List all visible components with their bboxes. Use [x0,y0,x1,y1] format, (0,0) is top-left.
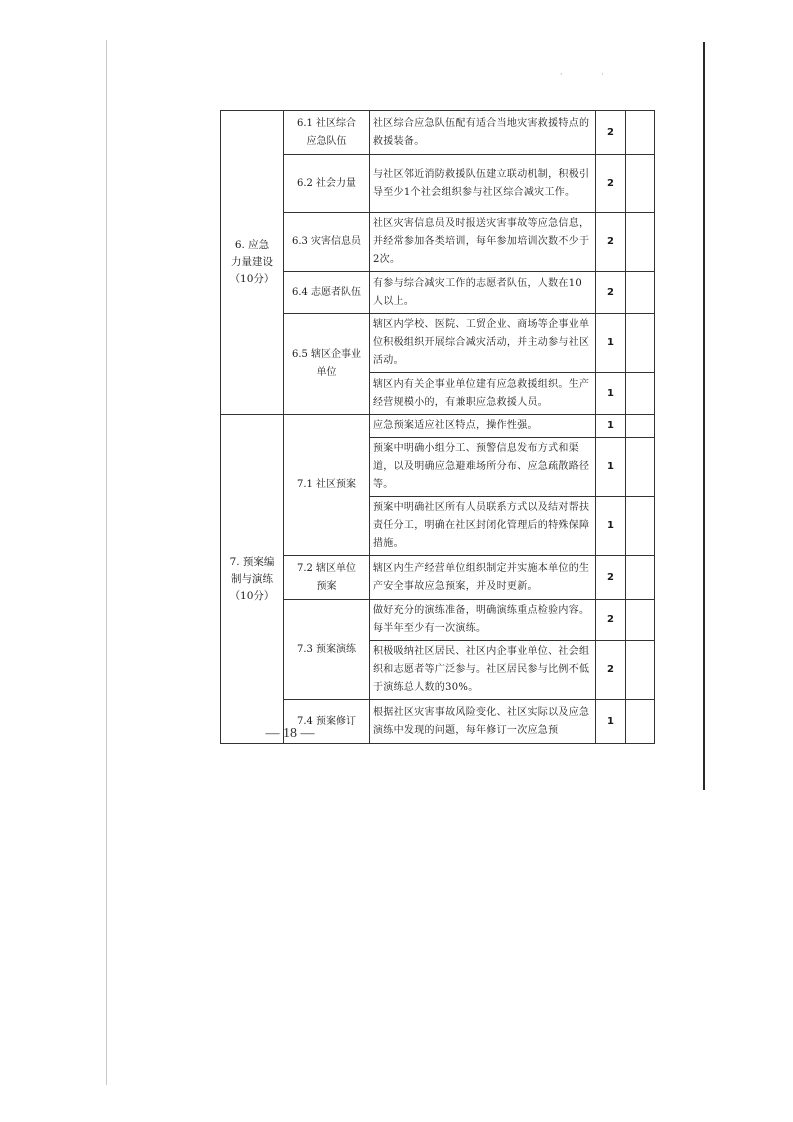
score-cell: 2 [596,272,626,314]
requirement-cell: 辖区内生产经营单位组织制定并实施本单位的生产安全事故应急预案，并及时更新。 [370,556,596,600]
table-row [221,314,655,373]
score-cell: 2 [596,213,626,272]
table-row [221,155,655,213]
score-cell: 1 [596,373,626,415]
score-cell: 1 [596,497,626,556]
subitem-label: 6.1 社区综合 应急队伍 [296,117,357,147]
category-label: 7. 预案编 制与演练 （10分） [229,555,275,602]
score-cell: 2 [596,155,626,213]
table-row [221,415,655,438]
blank-cell [626,314,655,373]
table-row [221,111,655,155]
score-cell: 2 [596,111,626,155]
subitem-cell: 7.3 预案演练 [284,600,370,700]
subitem-cell: 7.4 预案修订 [284,700,370,744]
blank-cell [626,111,655,155]
requirement-cell: 积极吸纳社区居民、社区内企事业单位、社会组织和志愿者等广泛参与。社区居民参与比例不低于演练总人数的30%。 [370,641,596,700]
subitem-cell [284,556,370,600]
table-row [221,213,655,272]
subitem-cell: 6.2 社会力量 [284,155,370,213]
score-cell: 1 [596,700,626,744]
category-label: 6. 应急 力量建设 （10分） [229,239,275,285]
requirement-cell: 辖区内学校、医院、工贸企业、商场等企事业单位积极组织开展综合减灾活动，并主动参与社区活动。 [370,314,596,373]
requirement-cell: 应急预案适应社区特点，操作性强。 [370,415,596,438]
blank-cell [626,700,655,744]
requirement-cell: 社区灾害信息员及时报送灾害事故等应急信息，并经常参加各类培训，每年参加培训次数不少于2次。 [370,213,596,272]
score-cell: 2 [596,556,626,600]
blank-cell [626,497,655,556]
subitem-label: 6.5 辖区企事业 单位 [291,349,362,378]
subitem-cell: 6.3 灾害信息员 [284,213,370,272]
subitem-cell: 7.1 社区预案 [284,415,370,556]
subitem-cell: 6.4 志愿者队伍 [284,272,370,314]
category-6-cell [221,111,284,415]
blank-cell [626,641,655,700]
blank-cell [626,600,655,641]
score-cell: 1 [596,314,626,373]
requirement-cell: 有参与综合减灾工作的志愿者队伍，人数在10人以上。 [370,272,596,314]
blank-cell [626,272,655,314]
requirement-cell: 预案中明确小组分工、预警信息发布方式和渠道，以及明确应急避难场所分布、应急疏散路径等。 [370,438,596,497]
requirement-cell: 根据社区灾害事故风险变化、社区实际以及应急演练中发现的问题，每年修订一次应急预 [370,700,596,744]
page-number: — 18 — [265,726,315,741]
score-cell: 1 [596,438,626,497]
score-cell: 2 [596,641,626,700]
scan-margin-line [106,40,107,1085]
subitem-cell [284,314,370,415]
blank-cell [626,415,655,438]
blank-cell [626,213,655,272]
requirement-cell: 社区综合应急队伍配有适合当地灾害救援特点的救援装备。 [370,111,596,155]
subitem-cell [284,111,370,155]
blank-cell [626,438,655,497]
blank-cell [626,373,655,415]
requirement-cell: 做好充分的演练准备，明确演练重点检验内容。每半年至少有一次演练。 [370,600,596,641]
blank-cell [626,155,655,213]
requirement-cell: 辖区内有关企事业单位建有应急救援组织。生产经营规模小的，有兼职应急救援人员。 [370,373,596,415]
table-row [221,600,655,641]
category-7-cell [221,415,284,744]
requirement-cell: 预案中明确社区所有人员联系方式以及结对帮扶责任分工，明确在社区封闭化管理后的特殊保障措施。 [370,497,596,556]
table-row [221,556,655,600]
blank-cell [626,556,655,600]
score-cell: 1 [596,415,626,438]
scan-specks: · · [560,70,622,79]
table-row [221,272,655,314]
subitem-label: 7.2 辖区单位 预案 [296,562,357,592]
scan-edge-line [703,42,705,790]
score-cell: 2 [596,600,626,641]
requirement-cell: 与社区邻近消防救援队伍建立联动机制，积极引导至少1个社会组织参与社区综合减灾工作。 [370,155,596,213]
evaluation-table [220,110,655,744]
